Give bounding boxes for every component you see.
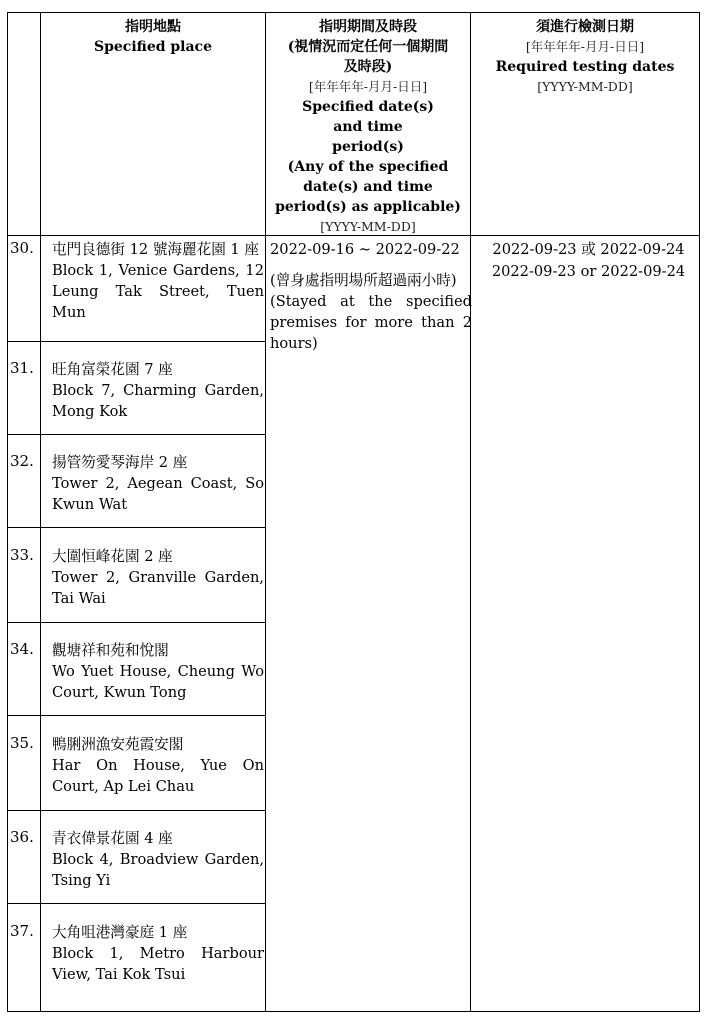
header-testing-zh-format: [年年年年-月月-日日]: [525, 39, 645, 54]
place-cell: [52, 239, 264, 323]
header-place: [41, 17, 265, 57]
header-place-en: Specified place: [93, 39, 212, 55]
header-period-en-note: (Any of the specified date(s) and time period(s) as applicable): [275, 159, 461, 215]
header-period: [270, 17, 466, 237]
col-divider-period: [470, 13, 471, 1011]
period-en-note: (Stayed at the specified premises for more than 2 hours): [270, 293, 472, 352]
place-en: Har On House, Yue On Court, Ap Lei Chau: [52, 757, 264, 795]
row-divider: [8, 715, 266, 716]
header-testing-en-title: Required testing dates: [495, 59, 675, 75]
place-zh: 揚管笏愛琴海岸 2 座: [52, 454, 188, 471]
header-period-en-title: Specified date(s) and time period(s): [302, 99, 434, 155]
header-testing-zh-title: 須進行檢測日期: [536, 19, 634, 35]
place-zh: 大圍恒峰花園 2 座: [52, 548, 173, 565]
place-cell: [52, 452, 264, 515]
row-number: 37.: [10, 922, 34, 940]
header-period-zh-note: (視情況而定任何一個期間及時段): [287, 39, 449, 75]
row-divider: [8, 903, 266, 904]
row-divider: [8, 434, 266, 435]
header-testing: [471, 17, 699, 97]
place-en: Tower 2, Granville Garden, Tai Wai: [52, 569, 264, 607]
row-divider: [8, 527, 266, 528]
place-cell: [52, 922, 264, 985]
period-zh-note: (曾身處指明場所超過兩小時): [270, 272, 457, 289]
header-period-en-format: [YYYY-MM-DD]: [320, 219, 416, 234]
row-divider: [8, 622, 266, 623]
header-place-zh: 指明地點: [125, 19, 181, 35]
period-cell: [270, 239, 472, 354]
row-number: 31.: [10, 359, 34, 377]
place-zh: 旺角富榮花園 7 座: [52, 361, 173, 378]
place-zh: 屯門良德街 12 號海麗花園 1 座: [52, 241, 259, 258]
row-number: 35.: [10, 734, 34, 752]
place-cell: [52, 828, 264, 891]
place-zh: 大角咀港灣豪庭 1 座: [52, 924, 188, 941]
col-divider-num: [40, 13, 41, 1011]
place-en: Block 4, Broadview Garden, Tsing Yi: [52, 851, 264, 889]
col-divider-place: [265, 13, 266, 1011]
row-number: 30.: [10, 239, 34, 257]
place-zh: 青衣偉景花園 4 座: [52, 830, 173, 847]
row-divider: [8, 810, 266, 811]
header-testing-en-format: [YYYY-MM-DD]: [537, 79, 633, 94]
place-cell: [52, 734, 264, 797]
place-zh: 鴨脷洲漁安苑霞安閣: [52, 736, 184, 753]
place-cell: [52, 359, 264, 422]
place-cell: [52, 546, 264, 609]
row-number: 34.: [10, 640, 34, 658]
testing-dates-cell: [478, 239, 699, 283]
place-en: Block 1, Metro Harbour View, Tai Kok Tsui: [52, 945, 264, 983]
period-date-range: 2022-09-16 ~ 2022-09-22: [270, 241, 460, 258]
testing-dates-zh: 2022-09-23 或 2022-09-24: [492, 241, 685, 258]
place-en: Block 1, Venice Gardens, 12 Leung Tak Street, Tuen Mun: [52, 262, 264, 321]
header-period-zh-title: 指明期間及時段: [319, 19, 417, 35]
row-number: 33.: [10, 546, 34, 564]
place-en: Tower 2, Aegean Coast, So Kwun Wat: [52, 475, 264, 513]
header-period-zh-format: [年年年年-月月-日日]: [308, 79, 428, 94]
place-zh: 觀塘祥和苑和悅閣: [52, 642, 169, 659]
row-divider: [8, 341, 266, 342]
place-en: Block 7, Charming Garden, Mong Kok: [52, 382, 264, 420]
specified-places-table: [7, 12, 700, 1012]
testing-dates-en: 2022-09-23 or 2022-09-24: [491, 263, 686, 280]
place-en: Wo Yuet House, Cheung Wo Court, Kwun Tong: [52, 663, 264, 701]
row-number: 36.: [10, 828, 34, 846]
row-number: 32.: [10, 452, 34, 470]
place-cell: [52, 640, 264, 703]
